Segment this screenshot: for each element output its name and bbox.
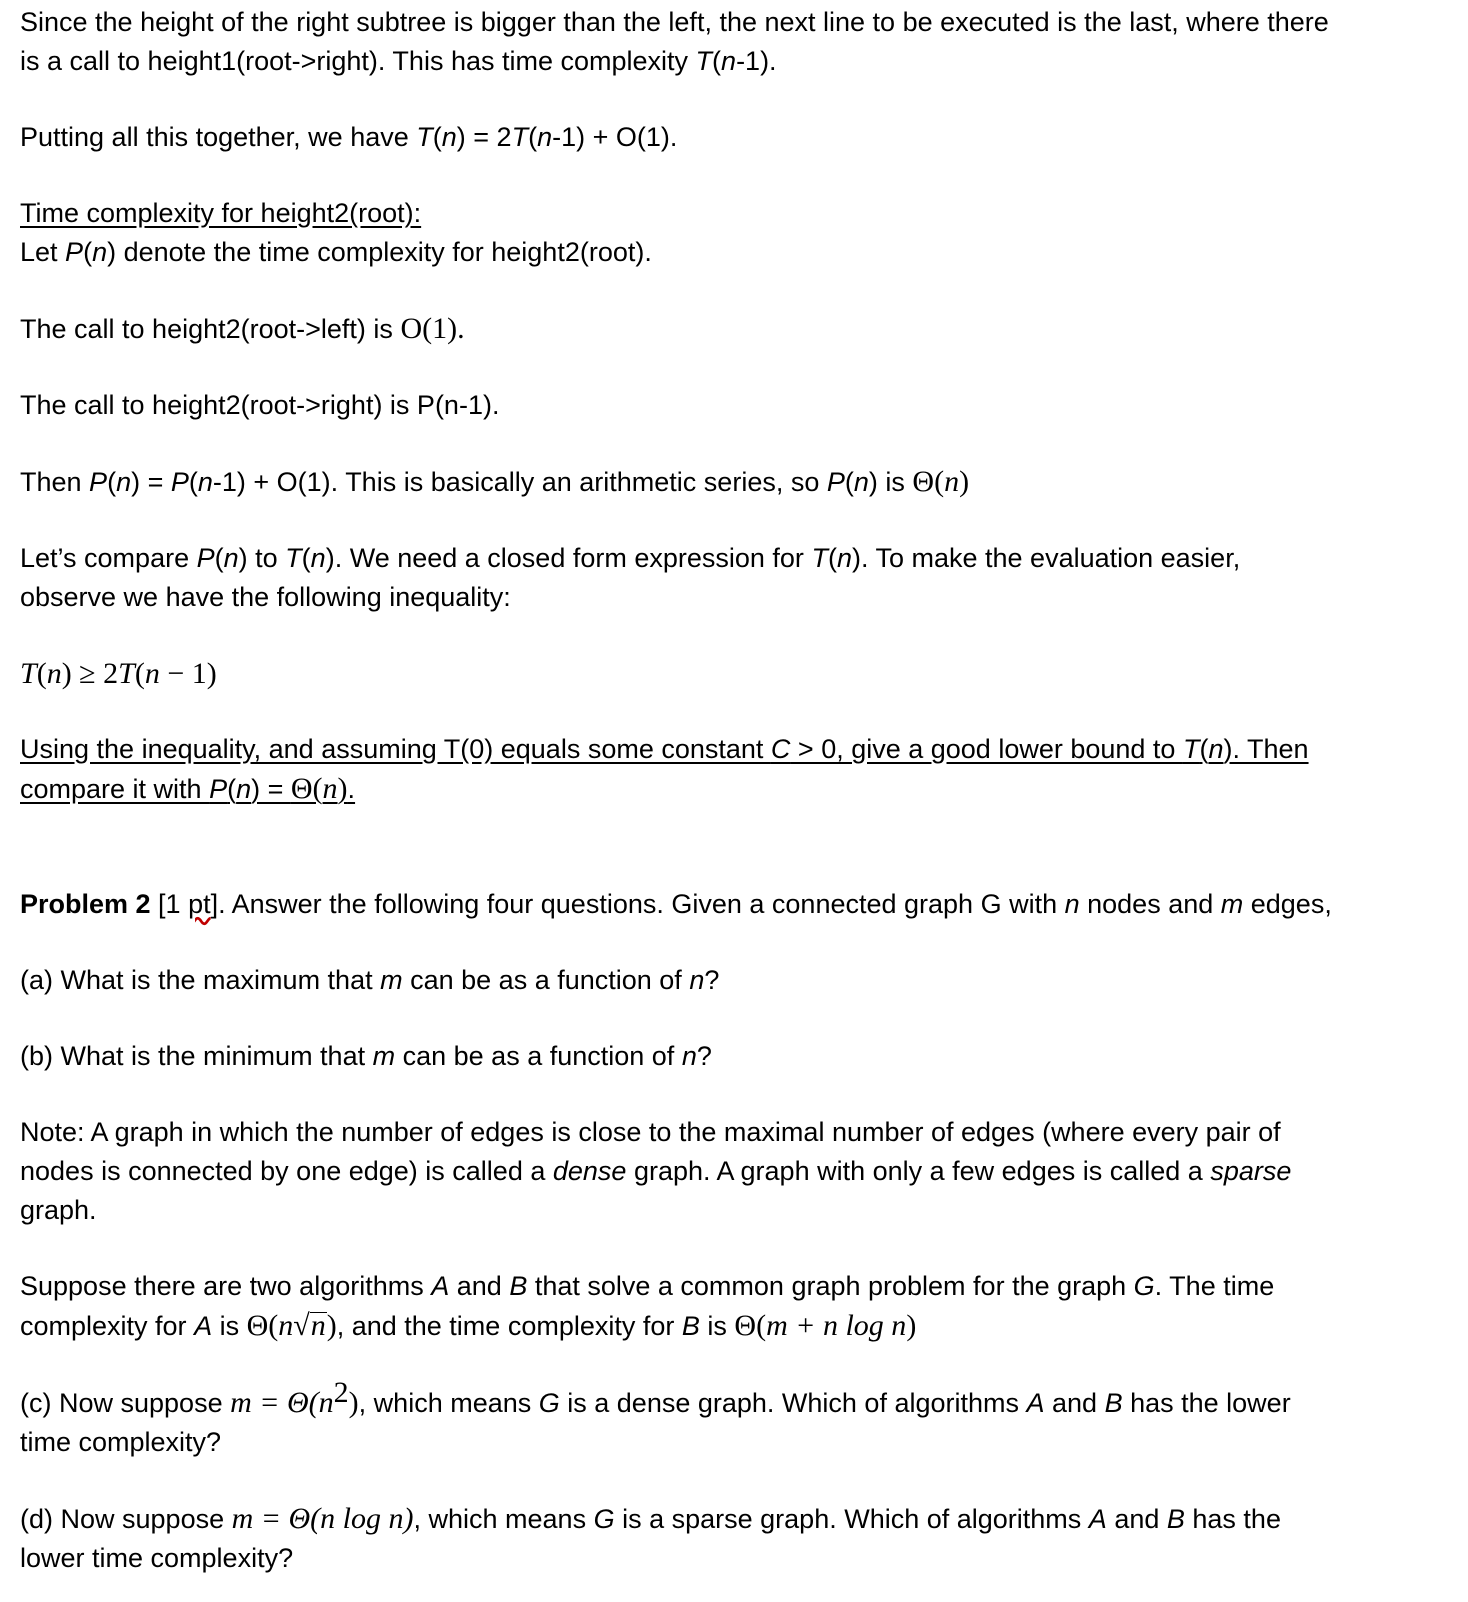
problem-2-label: Problem 2 — [20, 889, 151, 919]
note-line2: nodes is connected by one edge) is called a dense graph. A graph with only a few edges is called a sparse — [20, 1156, 1292, 1186]
height2-right-call: The call to height2(root->right) is P(n-1). — [20, 390, 500, 420]
note-line3: graph. — [20, 1195, 97, 1225]
note-line1: Note: A graph in which the number of edges is close to the maximal number of edges (where every pair of — [20, 1117, 1281, 1147]
recurrence-intro-line2: is a call to height1(root->right). This has time complexity T(n-1). — [20, 46, 777, 76]
question-c-line1: (c) Now suppose $m = \Theta(n^2)$, which means G is a dense graph. Which of algorithms A and B has the lower — [20, 1376, 1291, 1419]
question-d-line2: lower time complexity? — [20, 1543, 294, 1573]
height2-recurrence: Then P(n) = P(n-1) + O(1). This is basically an arithmetic series, so P(n) is Θ(n) — [20, 465, 970, 498]
question-a: (a) What is the maximum that m can be as a function of n? — [20, 965, 720, 995]
algorithms-line2: complexity for A is Θ(n√n), and the time complexity for B is Θ(m + n log n) — [20, 1309, 917, 1342]
question-c-line2: time complexity? — [20, 1427, 222, 1457]
inequality: T(n) ≥ 2T(n − 1) — [20, 657, 217, 690]
task-line1: Using the inequality, and assuming T(0) equals some constant C > 0, give a good lower bound to T(n). Then — [20, 734, 1309, 764]
compare-line2: observe we have the following inequality: — [20, 582, 511, 612]
compare-line1: Let’s compare P(n) to T(n). We need a closed form expression for T(n). To make the evaluation easier, — [20, 543, 1241, 573]
height2-heading: Time complexity for height2(root): — [20, 198, 422, 228]
recurrence-summary: Putting all this together, we have T(n) = 2T(n-1) + O(1). — [20, 122, 678, 152]
question-b: (b) What is the minimum that m can be as a function of n? — [20, 1041, 712, 1071]
sqrt-radicand: n — [310, 1309, 326, 1342]
algorithms-line1: Suppose there are two algorithms A and B that solve a common graph problem for the graph G. The time — [20, 1271, 1275, 1301]
height2-definition: Let P(n) denote the time complexity for height2(root). — [20, 237, 652, 267]
problem-2-statement: Problem 2 [1 pt]. Answer the following four questions. Given a connected graph G with n nodes and m edges, — [20, 889, 1332, 919]
question-d-line1: (d) Now suppose m = Θ(n log n), which means G is a sparse graph. Which of algorithms A and B has the — [20, 1502, 1281, 1535]
recurrence-intro-line1: Since the height of the right subtree is bigger than the left, the next line to be executed is the last, where there — [20, 7, 1329, 37]
height2-left-call: The call to height2(root->left) is O(1). — [20, 312, 465, 345]
task-line2: compare it with P(n) = Θ(n). — [20, 772, 356, 805]
document-page — [20, 3, 1450, 1578]
